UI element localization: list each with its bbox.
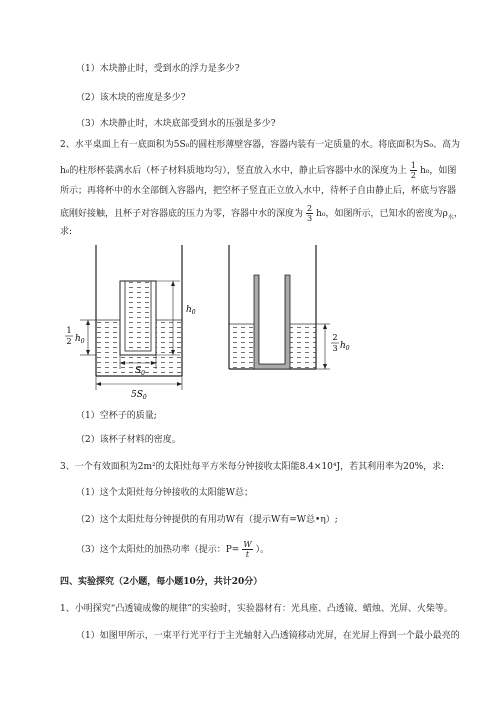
svg-text:1: 1 (66, 326, 72, 335)
q2-line2b: h₀，如图 (420, 166, 457, 176)
q2-line2a: h₀的柱形杯装满水后（杯子材料质地均匀），竖直放入水中，静止后容器中水的深度为上 (60, 166, 407, 176)
q3-sub2: （2）这个太阳灶每分钟提供的有用功W有（提示W有=W总•η）; (76, 515, 338, 525)
q3-sub1: （1）这个太阳灶每分钟接收的太阳能W总； (76, 488, 253, 498)
q3-power-frac (242, 540, 252, 559)
left-h0-label: $h_0$ (186, 305, 196, 316)
svg-text:3: 3 (332, 344, 338, 353)
left-cup (120, 281, 156, 355)
q2-frac2-den: 3 (307, 214, 313, 223)
q1-sub1: （1）木块静止时，受到水的浮力是多少? (76, 64, 240, 74)
q2-line4a: 底刚好接触，且杯子对容器底的压力为零，容器中水的深度为 (60, 209, 304, 219)
q2-sub2: （2）该杯子材料的密度。 (76, 435, 181, 445)
q2-line4 (60, 204, 463, 224)
section4-q1-line1: 1、小明探究“凸透镜成像的规律”的实验时，实验器材有：光具座、凸透镜、蜡烛、光屏、火柴等。 (60, 604, 453, 614)
right-two-thirds-h0-label (331, 333, 350, 353)
q2-line1: 2、水平桌面上有一底面积为5S₀的圆柱形薄壁容器，容器内装有一定质量的水。将底面积为S₀、高为 (60, 140, 461, 150)
q3-frac-num: W (243, 540, 252, 549)
q2-figure (0, 245, 500, 405)
q2-line5: 求: (60, 227, 73, 237)
q2-frac2 (306, 204, 313, 223)
q2-frac1-den: 2 (410, 171, 417, 180)
q2-frac1-num: 1 (410, 161, 417, 170)
q2-rho-sub: 水 (447, 213, 454, 221)
s0-label: $S_0$ (135, 366, 145, 377)
q3-sub3 (76, 540, 269, 559)
left-container (65, 245, 196, 401)
q3-frac-den: t (245, 550, 250, 559)
right-empty-cup (254, 275, 290, 369)
q2-line4b: h₀，如图所示，已知水的密度为ρ (316, 209, 448, 219)
q1-sub3: （3）木块静止时，木块底部受到水的压强是多少? (76, 119, 276, 129)
q3-line1: 3、一个有效面积为2m²的太阳灶每平方米每分钟接收太阳能8.4×10⁴J，若其利用率为20%，求: (60, 462, 445, 472)
q3-sub3a: （3）这个太阳灶的加热功率（提示：P= (76, 545, 240, 555)
q2-line4c: ， (453, 209, 463, 219)
five-s0-label: $5S_0$ (131, 390, 147, 401)
q2-frac1 (410, 161, 417, 180)
svg-text:2: 2 (332, 333, 338, 342)
svg-text:2: 2 (66, 337, 72, 346)
svg-text:h0: $h_0$ (75, 334, 85, 345)
section4-q1-sub1: （1）如图甲所示，一束平行光平行于主光轴射入凸透镜移动光屏，在光屏上得到一个最小最亮的 (76, 631, 460, 641)
q2-line2 (60, 161, 456, 180)
q1-sub2: （2）该木块的密度是多少? (76, 93, 186, 103)
q2-line3: 所示；再将杯中的水全部倒入容器内，把空杯子竖直正立放入水中，待杯子自由静止后，杯底与容器 (60, 186, 457, 196)
right-container (229, 245, 350, 369)
left-half-h0-label (65, 326, 85, 346)
svg-text:h0: $h_0$ (340, 341, 350, 352)
q3-sub3b: ）。 (255, 545, 270, 555)
section4-heading: 四、实验探究（2小题，每小题10分，共计20分） (60, 577, 263, 587)
q2-sub1: （1）空杯子的质量; (76, 411, 157, 421)
q2-frac2-num: 2 (307, 204, 313, 213)
